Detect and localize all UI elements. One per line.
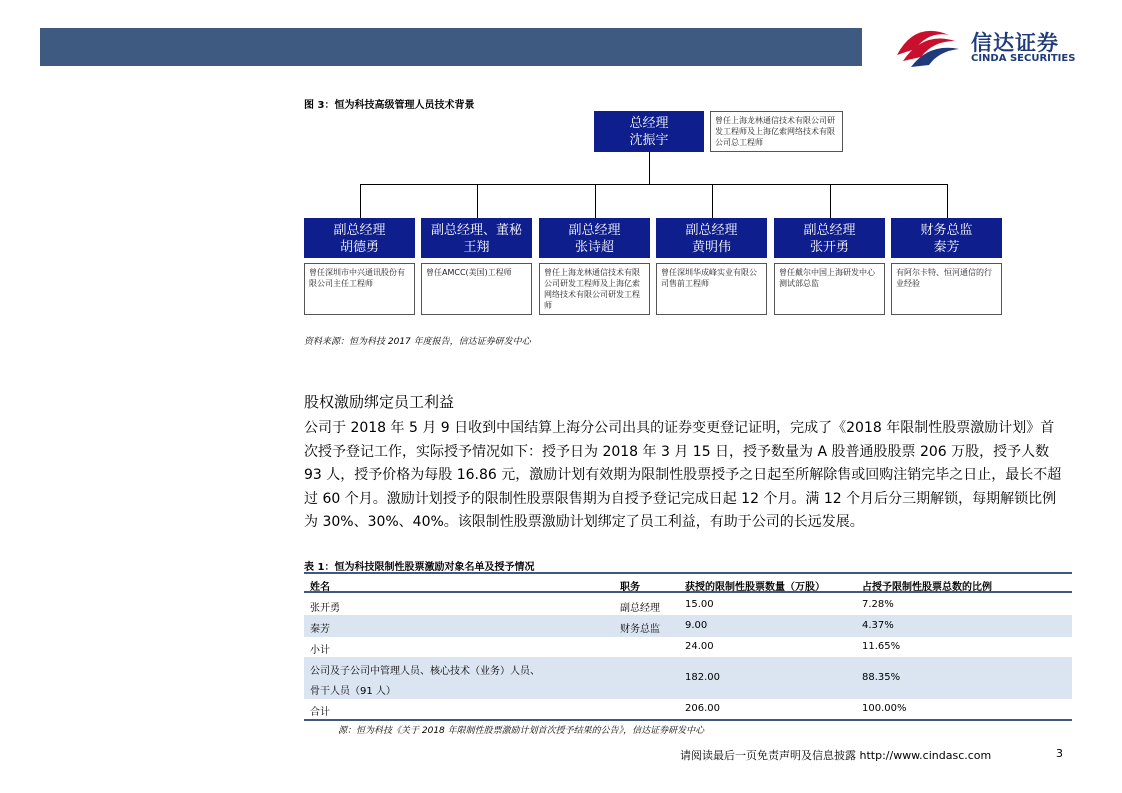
page-number: 3 bbox=[1056, 747, 1063, 760]
table-header bbox=[304, 572, 1072, 593]
table-cell-qty: 9.00 bbox=[685, 620, 708, 631]
table-cell-pct: 88.35% bbox=[862, 672, 901, 683]
table-title: 表 1：恒为科技限制性股票激励对象名单及授予情况 bbox=[304, 562, 535, 573]
table-header-cell: 占授予限制性股票总数的比例 bbox=[862, 582, 992, 593]
table-cell-name: 张开勇 bbox=[310, 603, 340, 614]
org-sub-name: 秦芳 bbox=[933, 240, 960, 255]
org-connector-drop bbox=[595, 184, 596, 218]
org-sub-name: 张开勇 bbox=[809, 240, 849, 255]
table-source: 源：恒为科技《关于 2018 年限制性股票激励计划首次授予结果的公告》，信达证券研发中心 bbox=[338, 726, 705, 736]
section-title: 股权激励绑定员工利益 bbox=[304, 393, 455, 411]
org-box-sub bbox=[304, 218, 415, 258]
org-connector-horizontal bbox=[360, 184, 947, 185]
org-sub-role: 财务总监 bbox=[920, 223, 973, 238]
table-cell-name: 秦芳 bbox=[310, 624, 330, 635]
table-cell-name: 小计 bbox=[310, 645, 330, 656]
org-sub-note: 曾任AMCC(美国)工程师 bbox=[421, 263, 532, 315]
org-sub-note: 曾任深圳市中兴通讯股份有限公司主任工程师 bbox=[304, 263, 415, 315]
org-top-name: 沈振宇 bbox=[629, 133, 669, 148]
org-connector-drop bbox=[712, 184, 713, 218]
table-cell-qty: 15.00 bbox=[685, 599, 714, 610]
org-connector-drop bbox=[477, 184, 478, 218]
org-top-note: 曾任上海龙林通信技术有限公司研发工程师及上海亿索网络技术有限公司总工程师 bbox=[710, 111, 843, 152]
org-box-top bbox=[594, 111, 704, 152]
cinda-logo-icon bbox=[893, 25, 963, 69]
org-sub-role: 副总经理 bbox=[568, 223, 621, 238]
table-cell-name: 合计 bbox=[310, 707, 330, 718]
cinda-logo bbox=[893, 25, 1093, 69]
org-box-sub bbox=[539, 218, 650, 258]
org-connector-drop bbox=[947, 184, 948, 218]
table-row bbox=[304, 595, 1072, 615]
logo-name-en: CINDA SECURITIES bbox=[971, 53, 1076, 64]
org-sub-note: 曾任深圳华成峰实业有限公司售前工程师 bbox=[656, 263, 767, 315]
org-sub-name: 王翔 bbox=[463, 240, 490, 255]
org-sub-name: 黄明伟 bbox=[691, 240, 731, 255]
table-row bbox=[304, 699, 1072, 721]
table-cell-name-cont: 骨干人员（91 人） bbox=[310, 686, 396, 697]
org-sub-role: 副总经理 bbox=[333, 223, 386, 238]
org-sub-note: 有阿尔卡特、恒河通信的行业经验 bbox=[891, 263, 1002, 315]
org-box-sub bbox=[656, 218, 767, 258]
org-connector-drop bbox=[360, 184, 361, 218]
org-sub-name: 胡德勇 bbox=[339, 240, 379, 255]
table-cell-role: 副总经理 bbox=[620, 603, 660, 614]
table-header-cell: 职务 bbox=[620, 582, 640, 593]
org-sub-role: 副总经理 bbox=[803, 223, 856, 238]
table-cell-qty: 182.00 bbox=[685, 672, 720, 683]
figure-title: 图 3：恒为科技高级管理人员技术背景 bbox=[304, 100, 475, 111]
table-row bbox=[304, 657, 1072, 699]
table-row bbox=[304, 615, 1072, 637]
org-box-sub bbox=[774, 218, 885, 258]
org-sub-role: 副总经理 bbox=[685, 223, 738, 238]
org-top-role: 总经理 bbox=[629, 116, 669, 131]
table-cell-pct: 11.65% bbox=[862, 641, 901, 652]
table-cell-pct: 4.37% bbox=[862, 620, 894, 631]
footer-disclaimer[interactable]: 请阅读最后一页免责声明及信息披露 http://www.cindasc.com bbox=[680, 749, 992, 762]
section-paragraph: 公司于 2018 年 5 月 9 日收到中国结算上海分公司出具的证券变更登记证明，完成了《2018 年限制性股票激励计划》首次授予登记工作，实际授予情况如下：授予日为 2018 年 3 月 15 日，授予数量为 A 股普通股股票 206 万股，授予人数 93 人，授予价格为每股 16.86 元，激励计划有效期为限制性股票授予之日起至所解除售或回购注销完毕之日止，最长不超过 60 个月。激励计划授予的限制性股票限售期为自授予登记完成日起 12 个月。满 12 个月后分三期解锁，每期解锁比例为 30%、30%、40%。该限制性股票激励计划绑定了员工利益，有助于公司的长远发展。 bbox=[304, 420, 1062, 530]
table-header-cell: 获授的限制性股票数量（万股） bbox=[685, 582, 825, 593]
table-row bbox=[304, 637, 1072, 657]
table-cell-pct: 7.28% bbox=[862, 599, 894, 610]
table-cell-role: 财务总监 bbox=[620, 624, 660, 635]
org-connector-vertical bbox=[649, 152, 650, 184]
figure-source: 资料来源：恒为科技 2017 年度报告，信达证券研发中心 bbox=[304, 337, 531, 347]
org-sub-name: 张诗超 bbox=[574, 240, 614, 255]
org-sub-role: 副总经理、董秘 bbox=[430, 223, 522, 238]
table-header-cell: 姓名 bbox=[310, 582, 330, 593]
header-bar bbox=[40, 28, 862, 66]
table-cell-qty: 206.00 bbox=[685, 703, 720, 714]
org-connector-drop bbox=[830, 184, 831, 218]
org-sub-note: 曾任戴尔中国上海研发中心测试部总监 bbox=[774, 263, 885, 315]
org-box-sub bbox=[421, 218, 532, 258]
table-cell-qty: 24.00 bbox=[685, 641, 714, 652]
logo-name-cn: 信达证券 bbox=[971, 31, 1059, 55]
table-cell-name: 公司及子公司中管理人员、核心技术（业务）人员、 bbox=[310, 666, 540, 677]
org-box-sub bbox=[891, 218, 1002, 258]
org-sub-note: 曾任上海龙林通信技术有限公司研发工程师及上海亿索网络技术有限公司研发工程师 bbox=[539, 263, 650, 315]
table-cell-pct: 100.00% bbox=[862, 703, 907, 714]
